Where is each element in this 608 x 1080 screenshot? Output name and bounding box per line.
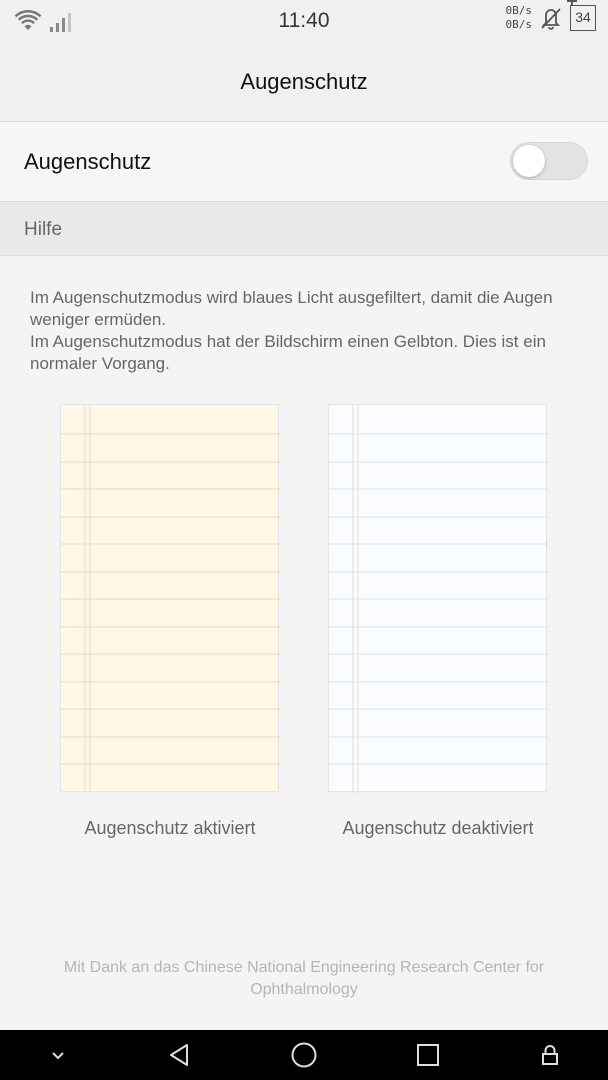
battery-icon: 34: [570, 5, 596, 31]
eye-comfort-toggle[interactable]: [510, 142, 588, 180]
status-right: [506, 4, 597, 32]
eye-comfort-on-illustration: [60, 404, 279, 792]
eye-comfort-label: Augenschutz: [24, 149, 152, 174]
mute-icon: [540, 6, 562, 30]
help-section-header: [0, 202, 608, 256]
lock-icon: [541, 1044, 559, 1066]
help-text-line-1: Im Augenschutzmodus wird blaues Licht ausgefiltert, damit die Augen weniger ermüden.: [30, 288, 553, 329]
hide-nav-button[interactable]: [38, 1030, 78, 1080]
chevron-down-icon: [50, 1049, 66, 1061]
recents-icon: [416, 1043, 440, 1067]
page-title: Augenschutz: [240, 68, 368, 94]
home-icon: [290, 1041, 318, 1069]
screen-lock-button[interactable]: [530, 1030, 570, 1080]
caption-enabled: Augenschutz aktiviert: [84, 818, 256, 838]
credit-note: Mit Dank an das Chinese National Engineering Research Center for Ophthalmology: [63, 959, 545, 998]
net-down: 0B/s: [505, 18, 532, 31]
eye-comfort-off-illustration: [328, 404, 547, 792]
status-time: 11:40: [278, 9, 330, 32]
toggle-knob: [513, 145, 545, 177]
recents-button[interactable]: [406, 1030, 450, 1080]
back-icon: [167, 1042, 193, 1068]
help-description: [30, 287, 578, 375]
status-bar: [0, 0, 608, 42]
navigation-bar: [0, 1030, 608, 1080]
net-up: 0B/s: [505, 4, 532, 17]
network-speed: [506, 4, 533, 32]
caption-disabled: Augenschutz deaktiviert: [342, 818, 534, 838]
back-button[interactable]: [158, 1030, 202, 1080]
help-title: Hilfe: [24, 219, 63, 240]
home-button[interactable]: [282, 1030, 326, 1080]
help-text-line-2: Im Augenschutzmodus hat der Bildschirm einen Gelbton. Dies ist ein normaler Vorgang.: [30, 332, 546, 373]
title-bar: [0, 42, 608, 122]
